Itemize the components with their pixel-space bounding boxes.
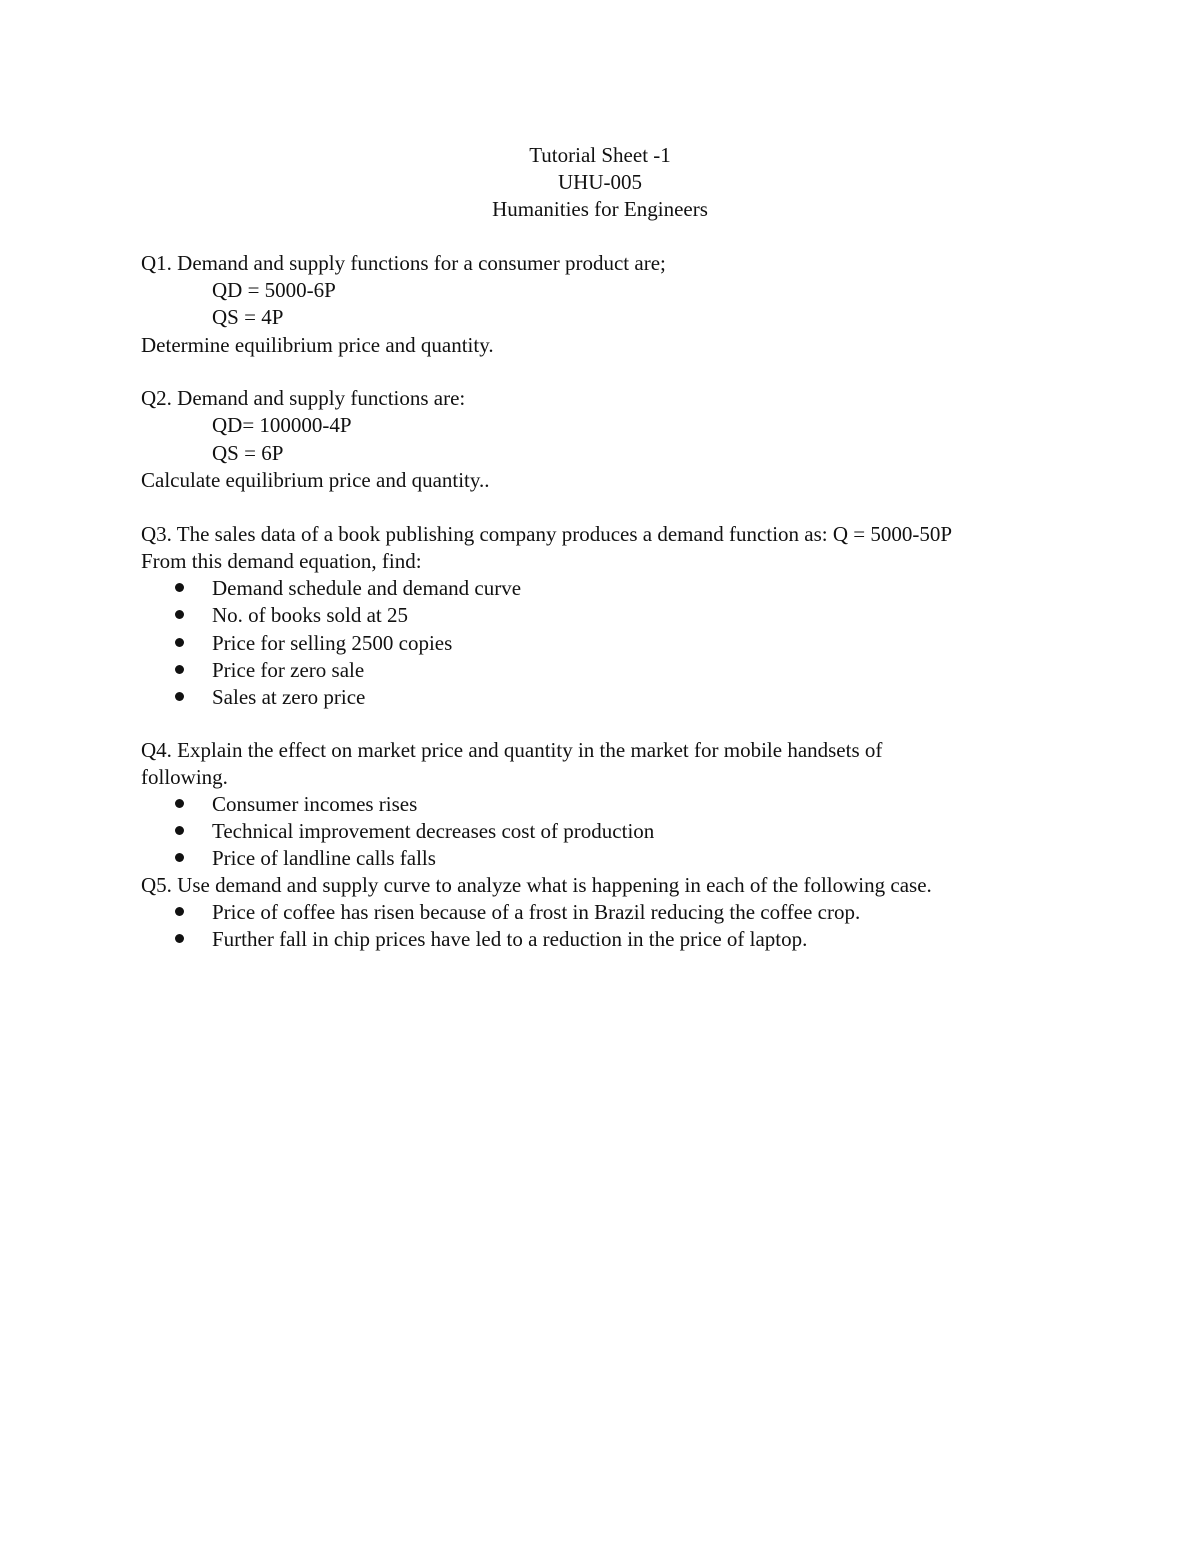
q5-bullet-2: Further fall in chip prices have led to a reduction in the price of laptop.: [212, 927, 808, 951]
q4-bullet-1: Consumer incomes rises: [212, 792, 418, 816]
q1-task: Determine equilibrium price and quantity.: [141, 333, 494, 357]
bullet-dot: [175, 907, 184, 916]
bullet-dot: [175, 853, 184, 862]
bullet-dot: [175, 583, 184, 592]
q3-intro: Q3. The sales data of a book publishing company produces a demand function as: Q = 5000-50P: [141, 522, 953, 546]
q3-bullet-5: Sales at zero price: [212, 685, 366, 709]
q2-intro: Q2. Demand and supply functions are:: [141, 386, 466, 410]
q4-intro: Q4. Explain the effect on market price and quantity in the market for mobile handsets of: [141, 738, 883, 762]
q4-bullet-3: Price of landline calls falls: [212, 846, 436, 870]
q5-intro: Q5. Use demand and supply curve to analyze what is happening in each of the following case.: [141, 873, 932, 897]
course-name: Humanities for Engineers: [492, 197, 708, 221]
q4-bullet-2: Technical improvement decreases cost of production: [212, 819, 655, 843]
q1-equation-demand: QD = 5000-6P: [212, 278, 336, 302]
bullet-dot: [175, 665, 184, 674]
q3-bullet-3: Price for selling 2500 copies: [212, 631, 453, 655]
q3-bullet-4: Price for zero sale: [212, 658, 365, 682]
sheet-title: Tutorial Sheet -1: [529, 143, 671, 167]
q3-bullet-1: Demand schedule and demand curve: [212, 576, 522, 600]
q2-equation-demand: QD= 100000-4P: [212, 413, 352, 437]
q2-equation-supply: QS = 6P: [212, 441, 284, 465]
bullet-dot: [175, 934, 184, 943]
bullet-dot: [175, 799, 184, 808]
q4-intro-continued: following.: [141, 765, 228, 789]
q2-task: Calculate equilibrium price and quantity..: [141, 468, 490, 492]
q3-bullet-2: No. of books sold at 25: [212, 603, 408, 627]
q1-intro: Q1. Demand and supply functions for a consumer product are;: [141, 251, 666, 275]
course-code: UHU-005: [558, 170, 642, 194]
bullet-dot: [175, 692, 184, 701]
q5-bullet-1: Price of coffee has risen because of a frost in Brazil reducing the coffee crop.: [212, 900, 861, 924]
bullet-dot: [175, 638, 184, 647]
q3-task: From this demand equation, find:: [141, 549, 422, 573]
bullet-dot: [175, 826, 184, 835]
q1-equation-supply: QS = 4P: [212, 305, 284, 329]
bullet-dot: [175, 610, 184, 619]
